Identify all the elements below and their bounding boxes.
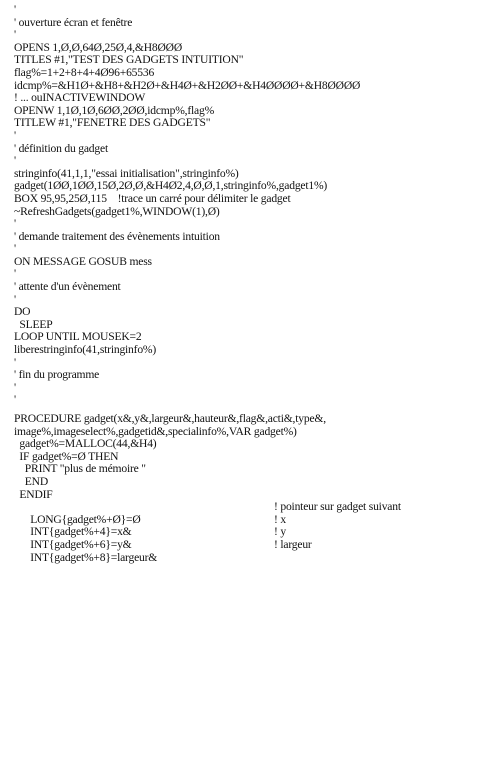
code-line: ~RefreshGadgets(gadget1%,WINDOW(1),Ø) <box>14 204 220 218</box>
inline-comment: ! largeur <box>274 537 312 551</box>
code-line: ' <box>14 355 16 369</box>
inline-comment: ! pointeur sur gadget suivant <box>274 500 401 514</box>
code-line <box>14 500 495 526</box>
code-line: idcmp%=&H1Ø+&H8+&H2Ø+&H4Ø+&H2ØØ+&H4ØØØØ+&H8ØØØØ <box>14 78 361 92</box>
code-line: TITLES #1,"TEST DES GADGETS INTUITION" <box>14 53 244 67</box>
code-line: LOOP UNTIL MOUSEK=2 <box>14 330 142 344</box>
code-line: PRINT "plus de mémoire " <box>14 462 146 476</box>
code-text: INT{gadget%+6}=y& <box>24 537 132 551</box>
code-line: ' <box>14 242 16 256</box>
code-line: liberestringinfo(41,stringinfo%) <box>14 343 157 357</box>
code-line: stringinfo(41,1,1,"essai initialisation",stringinfo%) <box>14 166 239 180</box>
code-line: TITLEW #1,"FENETRE DES GADGETS" <box>14 116 211 130</box>
comment-line: ' définition du gadget <box>14 141 108 155</box>
code-line: END <box>14 474 49 488</box>
code-listing <box>14 3 495 564</box>
comment-line: ' fin du programme <box>14 368 100 382</box>
code-line: ' <box>14 217 16 231</box>
code-line: ' <box>14 3 16 16</box>
code-line: ENDIF <box>14 487 53 501</box>
code-line: ! ... ouINACTIVEWINDOW <box>14 91 146 105</box>
code-line: gadget%=MALLOC(44,&H4) <box>14 437 157 451</box>
code-text: LONG{gadget%+Ø}=Ø <box>24 512 141 526</box>
code-line <box>14 512 495 539</box>
code-line: image%,imageselect%,gadgetid&,specialinfo%,VAR gadget%) <box>14 424 297 438</box>
code-text: INT{gadget%+4}=x& <box>24 525 132 539</box>
code-line: flag%=1+2+8+4+4Ø96+65536 <box>14 65 155 79</box>
code-line: ' <box>14 267 16 281</box>
code-line <box>14 537 495 564</box>
inline-comment: ! y <box>274 525 286 539</box>
inline-comment: ! x <box>274 512 286 526</box>
code-line: OPENS 1,Ø,Ø,64Ø,25Ø,4,&H8ØØØ <box>14 40 182 54</box>
code-line: ' <box>14 154 16 168</box>
code-text: INT{gadget%+8}=largeur& <box>24 550 158 564</box>
code-line: SLEEP <box>14 317 53 331</box>
comment-line: ' attente d'un évènement <box>14 280 121 294</box>
code-line: ' <box>14 128 16 142</box>
code-line: ' <box>14 380 16 394</box>
code-line: OPENW 1,1Ø,1Ø,6ØØ,2ØØ,idcmp%,flag% <box>14 103 215 117</box>
code-line: ' <box>14 393 16 407</box>
comment-line: ' ouverture écran et fenêtre <box>14 15 133 29</box>
code-line: ON MESSAGE GOSUB mess <box>14 254 152 268</box>
comment-line: ' demande traitement des évènements intuition <box>14 229 220 243</box>
code-line: IF gadget%=Ø THEN <box>14 449 119 463</box>
code-line: PROCEDURE gadget(x&,y&,largeur&,hauteur&,flag&,acti&,type&, <box>14 412 326 425</box>
code-line: ' <box>14 292 16 306</box>
code-line: ' <box>14 28 16 42</box>
code-line: BOX 95,95,25Ø,115 !trace un carré pour délimiter le gadget <box>14 191 291 205</box>
code-line: gadget(1ØØ,1ØØ,15Ø,2Ø,Ø,&H4Ø2,4,Ø,Ø,1,stringinfo%,gadget1%) <box>14 179 328 193</box>
code-line: DO <box>14 305 31 319</box>
